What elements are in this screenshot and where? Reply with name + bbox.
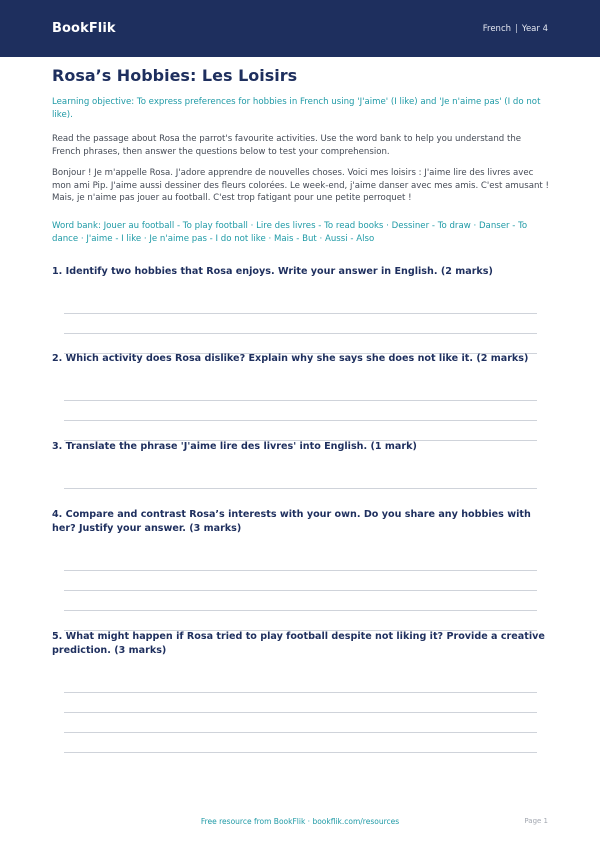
- word-bank: Word bank: Jouer au football - To play football · Lire des livres - To read books · Dessiner - To draw · Danser - To dance · J'aime - I like · Je n'aime pas - I do not like · Mais - But · Aussi - Also: [52, 221, 528, 244]
- reading-passage: Bonjour ! Je m'appelle Rosa. J'adore apprendre de nouvelles choses. Voici mes loisirs : J'aime lire des livres avec mon ami Pip. J'aime aussi dessiner des fleurs colorées. Le week-end, j'aime danser avec mes amis. C'est amusant ! Mais, je n'aime pas jouer au football. C'est trop fatigant pour une petite perroquet !: [52, 168, 549, 203]
- page-title: Rosa’s Hobbies: Les Loisirs: [52, 66, 298, 85]
- question-4: 4. Compare and contrast Rosa’s interests with your own. Do you share any hobbies with her? Justify your answer. (3 marks): [52, 509, 531, 534]
- question-5: 5. What might happen if Rosa tried to play football despite not liking it? Provide a creative prediction. (3 marks): [52, 631, 545, 656]
- year-label: Year 4: [521, 23, 548, 34]
- question-3: 3. Translate the phrase 'J'aime lire des livres' into English. (1 mark): [52, 441, 417, 452]
- question-1: 1. Identify two hobbies that Rosa enjoys. Write your answer in English. (2 marks): [52, 266, 493, 277]
- question-2: 2. Which activity does Rosa dislike? Explain why she says she does not like it. (2 marks): [52, 353, 529, 364]
- page-number: Page 1: [524, 817, 548, 825]
- answer-line[interactable]: [64, 590, 537, 591]
- answer-line[interactable]: [64, 692, 537, 693]
- learning-objective: Learning objective: To express preferences for hobbies in French using 'J'aime' (I like) and 'Je n'aime pas' (I do not like).: [52, 97, 541, 120]
- answer-line[interactable]: [64, 400, 537, 401]
- answer-line[interactable]: [64, 610, 537, 611]
- answer-line[interactable]: [64, 333, 537, 334]
- answer-line[interactable]: [64, 313, 537, 314]
- instructions: Read the passage about Rosa the parrot's favourite activities. Use the word bank to help you understand the French phrases, then answer the questions below to test your comprehension.: [52, 134, 522, 157]
- answer-line[interactable]: [64, 488, 537, 489]
- subject-label: French: [482, 23, 512, 34]
- answer-line[interactable]: [64, 712, 537, 713]
- answer-line[interactable]: [64, 570, 537, 571]
- answer-line[interactable]: [64, 420, 537, 421]
- page-header: [0, 0, 600, 57]
- header-meta: [483, 24, 548, 34]
- answer-line[interactable]: [64, 732, 537, 733]
- answer-line[interactable]: [64, 752, 537, 753]
- meta-separator: |: [515, 23, 518, 34]
- brand-logo-text: BookFlik: [52, 21, 116, 36]
- footer-credit: Free resource from BookFlik · bookflik.com/resources: [200, 817, 400, 826]
